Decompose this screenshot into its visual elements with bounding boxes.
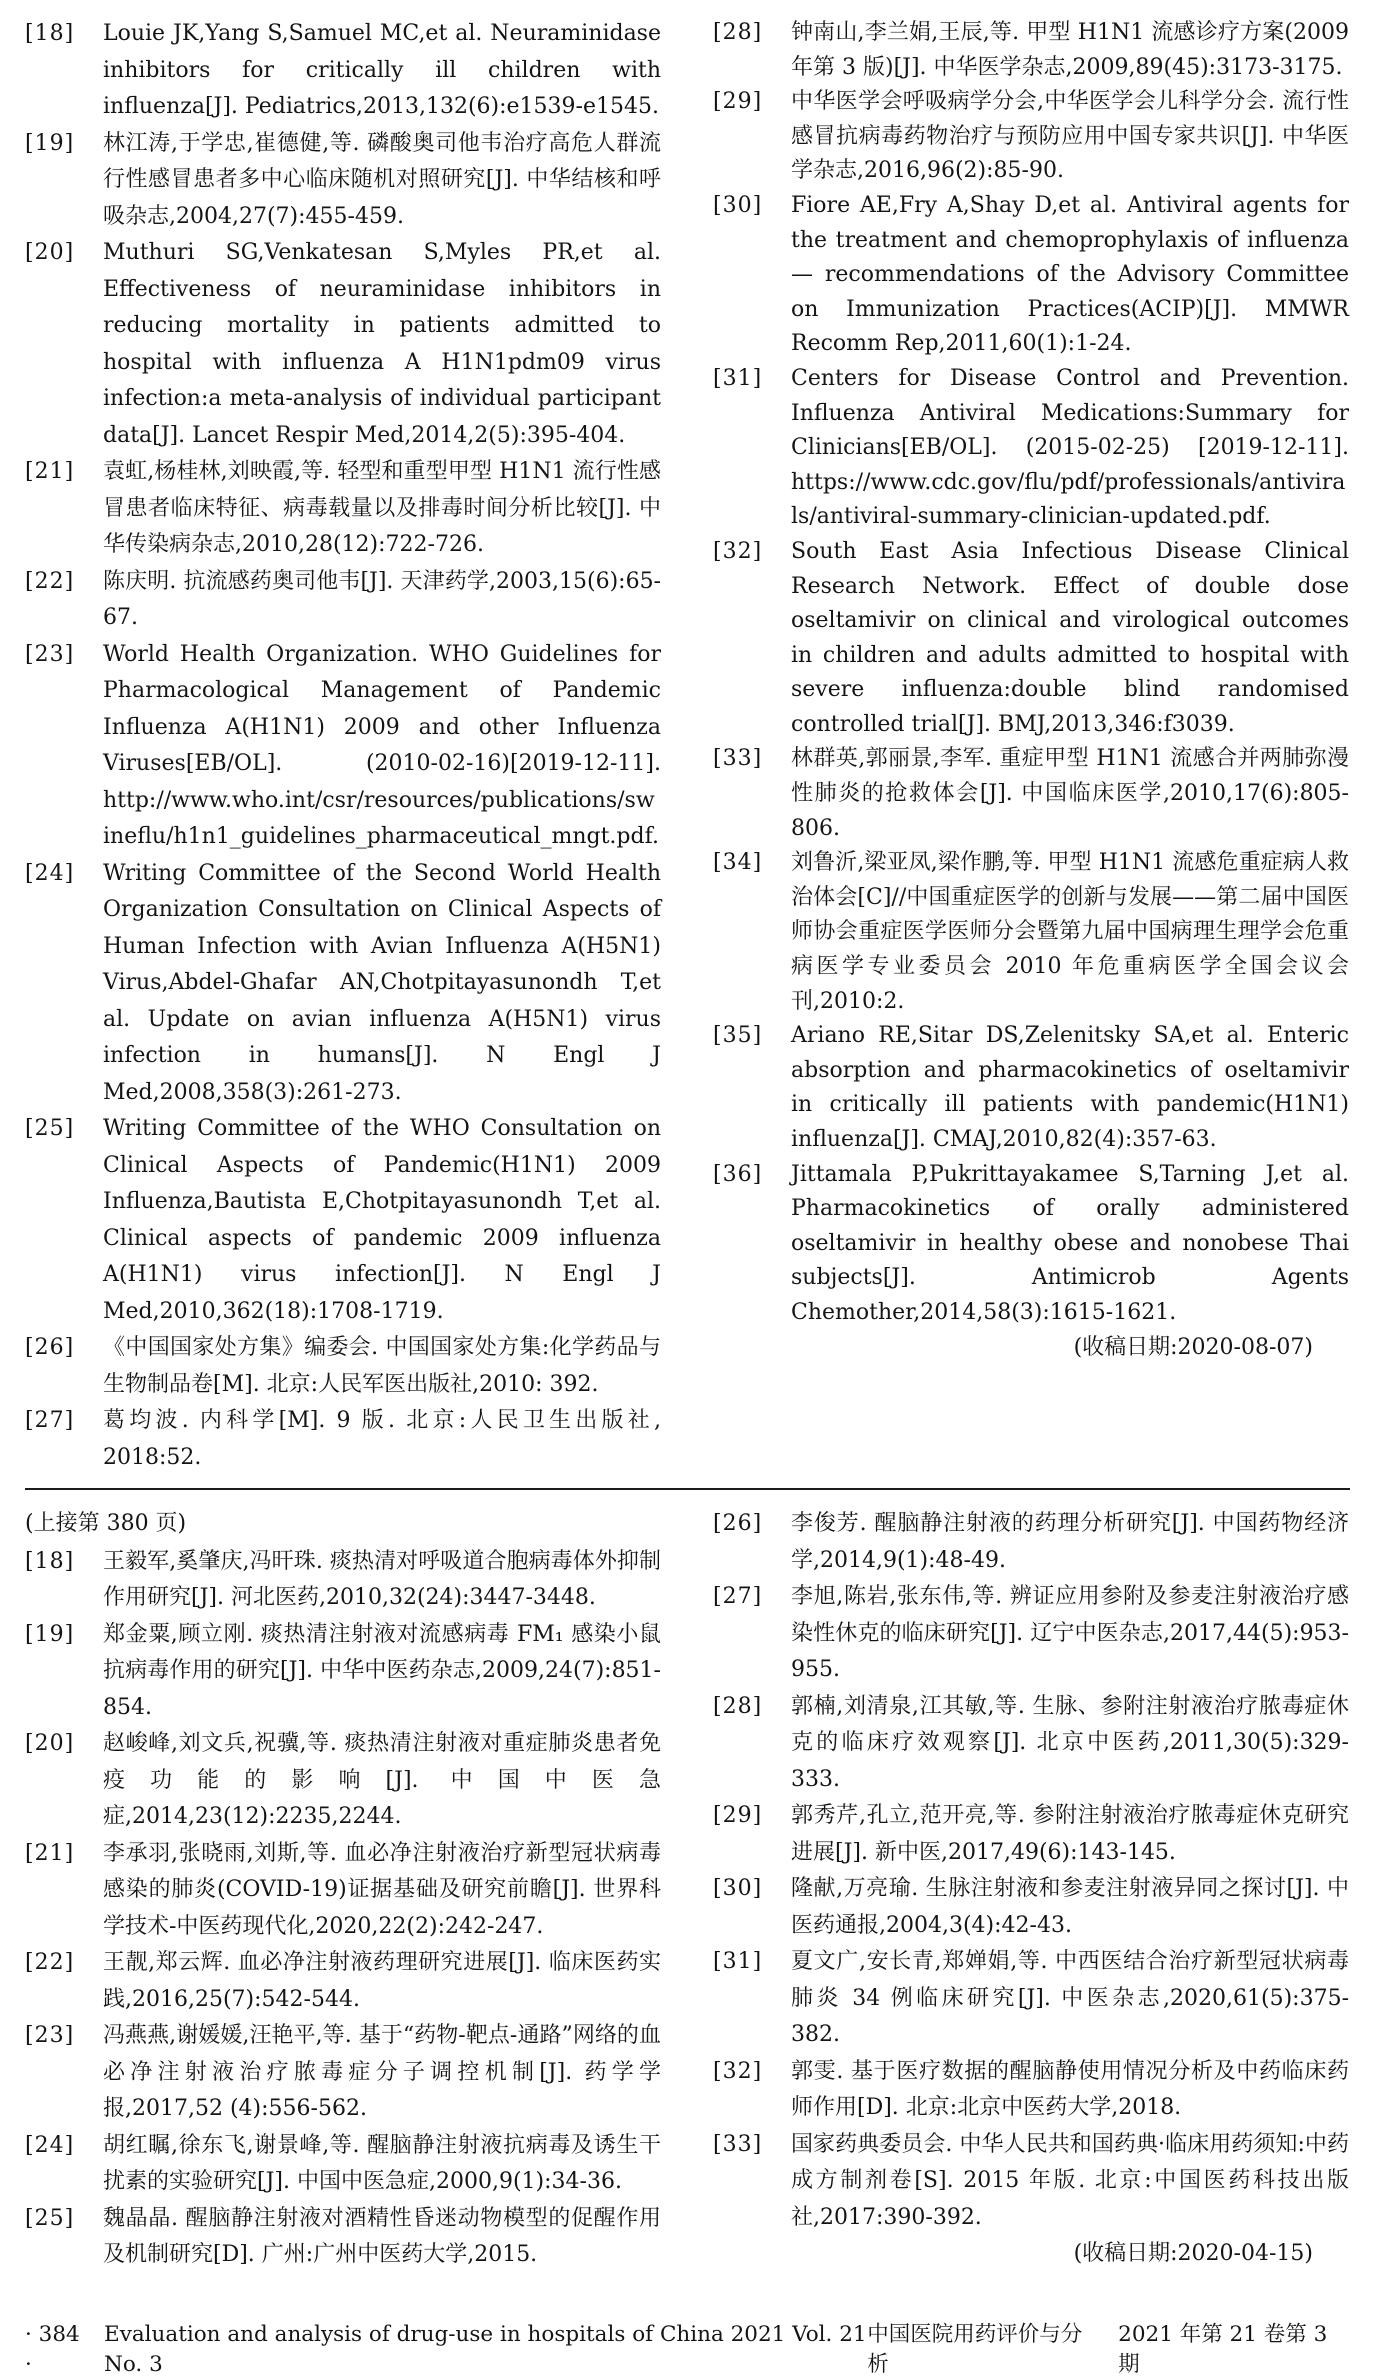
reference-item bbox=[25, 235, 661, 454]
reference-text: Writing Committee of the Second World Health Organization Consultation on Clinical Aspects of Human Infection with Avian Influenza A(H5N1) Virus,Abdel-Ghafar AN,Chotpitayasunondh T,et al. Update on avian influenza A(H5N1) virus infection in humans[J]. N Engl J Med,2008,358(3):261-273. bbox=[103, 860, 661, 1105]
reference-item bbox=[713, 1158, 1349, 1331]
reference-text: 李旭,陈岩,张东伟,等. 辨证应用参附及参麦注射液治疗感染性休克的临床研究[J]. 辽宁中医杂志,2017,44(5):953-955. bbox=[791, 1584, 1349, 1682]
reference-number: [25] bbox=[25, 2205, 75, 2231]
reference-text: World Health Organization. WHO Guidelines for Pharmacological Management of Pandemic Influenza A(H1N1) 2009 and other Influenza Viruses[EB/OL]. (2010-02-16)[2019-12-11]. http://www.who.int/csr/resources/publications/swineflu/h1n1_guidelines_pharmaceutical_mngt.pdf. bbox=[103, 641, 661, 849]
reference-item bbox=[713, 1944, 1349, 2054]
reference-item bbox=[713, 1579, 1349, 1689]
reference-item bbox=[25, 856, 661, 1112]
reference-text: Ariano RE,Sitar DS,Zelenitsky SA,et al. Enteric absorption and pharmacokinetics of oseltamivir in critically ill patients with pandemic(H1N1) influenza[J]. CMAJ,2010,82(4):357-63. bbox=[791, 1023, 1349, 1152]
page-footer bbox=[25, 2320, 1350, 2380]
reference-item bbox=[25, 126, 661, 236]
reference-number: [31] bbox=[713, 1949, 763, 1974]
reference-number: [18] bbox=[25, 1548, 75, 1574]
reference-text: 李承羽,张晓雨,刘斯,等. 血必净注射液治疗新型冠状病毒感染的肺炎(COVID-19)证据基础及研究前瞻[J]. 世界科学技术-中医药现代化,2020,22(2):242-247. bbox=[103, 1840, 661, 1939]
reference-number: [26] bbox=[713, 1511, 763, 1536]
reference-text: Muthuri SG,Venkatesan S,Myles PR,et al. Effectiveness of neuraminidase inhibitors in reducing mortality in patients admitted to hospital with influenza A H1N1pdm09 virus infection:a meta-analysis of individual participant data[J]. Lancet Respir Med,2014,2(5):395-404. bbox=[103, 240, 661, 448]
reference-number: [27] bbox=[25, 1408, 75, 1433]
reference-number: [30] bbox=[713, 1876, 763, 1901]
reference-text: 李俊芳. 醒脑静注射液的药理分析研究[J]. 中国药物经济学,2014,9(1):48-49. bbox=[791, 1511, 1349, 1573]
journal-issue-chinese: 2021 年第 21 卷第 3 期 bbox=[1118, 2321, 1328, 2377]
reference-text: 魏晶晶. 醒脑静注射液对酒精性昏迷动物模型的促醒作用及机制研究[D]. 广州:广州中医药大学,2015. bbox=[103, 2205, 661, 2267]
journal-title-chinese: 中国医院用药评价与分析 bbox=[867, 2321, 1083, 2377]
reference-item bbox=[25, 637, 661, 856]
reference-item bbox=[25, 2018, 661, 2128]
reference-text: 郑金粟,顾立刚. 痰热清注射液对流感病毒 FM₁ 感染小鼠抗病毒作用的研究[J]. 中华中医药杂志,2009,24(7):851-854. bbox=[103, 1621, 661, 1720]
reference-item bbox=[713, 535, 1349, 743]
reference-item bbox=[25, 454, 661, 564]
reference-number: [36] bbox=[713, 1161, 763, 1187]
reference-number: [28] bbox=[713, 20, 763, 45]
reference-item bbox=[713, 1019, 1349, 1157]
reference-number: [30] bbox=[713, 192, 763, 218]
reference-number: [26] bbox=[25, 1335, 75, 1360]
reference-text: Louie JK,Yang S,Samuel MC,et al. Neuraminidase inhibitors for critically ill children with influenza[J]. Pediatrics,2013,132(6):e1539-e1545. bbox=[103, 21, 661, 119]
reference-item bbox=[713, 1798, 1349, 1871]
section2-left-list bbox=[25, 1544, 661, 2274]
reference-number: [23] bbox=[25, 2023, 75, 2048]
reference-item bbox=[713, 16, 1349, 85]
reference-item bbox=[713, 742, 1349, 846]
reference-number: [27] bbox=[713, 1584, 763, 1609]
reference-text: 胡红瞩,徐东飞,谢景峰,等. 醒脑静注射液抗病毒及诱生干扰素的实验研究[J]. 中国中医急症,2000,9(1):34-36. bbox=[103, 2132, 661, 2194]
reference-item bbox=[25, 564, 661, 637]
continuation-note: (上接第 380 页) bbox=[25, 1511, 187, 1536]
footer-left bbox=[25, 2320, 867, 2380]
reference-text: Fiore AE,Fry A,Shay D,et al. Antiviral agents for the treatment and chemoprophylaxis of influenza — recommendations of the Advisory Committee on Immunization Practices(ACIP)[J]. MMWR Recomm Rep,2011,60(1):1-24. bbox=[791, 192, 1349, 357]
section1-left-column bbox=[25, 16, 661, 1476]
reference-item bbox=[713, 189, 1349, 362]
received-date-note-2: (收稿日期:2020-04-15) bbox=[1073, 2241, 1313, 2266]
section1-right-column bbox=[713, 16, 1349, 1476]
reference-text: 林群英,郭丽景,李军. 重症甲型 H1N1 流感合并两肺弥漫性肺炎的抢救体会[J]. 中国临床医学,2010,17(6):805-806. bbox=[791, 746, 1349, 841]
references-section-1 bbox=[25, 16, 1350, 1476]
reference-number: [35] bbox=[713, 1023, 763, 1049]
reference-number: [23] bbox=[25, 641, 75, 667]
reference-item bbox=[713, 2054, 1349, 2127]
reference-item bbox=[25, 2201, 661, 2274]
reference-item bbox=[25, 1330, 661, 1403]
reference-item bbox=[713, 2127, 1349, 2237]
reference-text: 中华医学会呼吸病学分会,中华医学会儿科学分会. 流行性感冒抗病毒药物治疗与预防应用中国专家共识[J]. 中华医学杂志,2016,96(2):85-90. bbox=[791, 89, 1349, 184]
reference-text: 王靓,郑云辉. 血必净注射液药理研究进展[J]. 临床医药实践,2016,25(7):542-544. bbox=[103, 1950, 661, 2012]
reference-item bbox=[25, 1945, 661, 2018]
reference-text: 陈庆明. 抗流感药奥司他韦[J]. 天津药学,2003,15(6):65-67. bbox=[103, 568, 661, 630]
reference-item bbox=[25, 1403, 661, 1476]
reference-number: [22] bbox=[25, 1950, 75, 1975]
section1-right-list bbox=[713, 16, 1349, 1331]
reference-text: 隆献,万亮瑜. 生脉注射液和参麦注射液异同之探讨[J]. 中医药通报,2004,3(4):42-43. bbox=[791, 1876, 1349, 1938]
reference-text: Centers for Disease Control and Prevention. Influenza Antiviral Medications:Summary for Clinicians[EB/OL]. (2015-02-25) [2019-12-11]. https://www.cdc.gov/flu/pdf/professionals/antivirals/antiviral-summary-clinician-updated.pdf. bbox=[791, 365, 1349, 530]
reference-item bbox=[25, 1617, 661, 1727]
reference-number: [29] bbox=[713, 1803, 763, 1828]
reference-number: [19] bbox=[25, 1621, 75, 1647]
reference-number: [24] bbox=[25, 860, 75, 886]
received-date-note-1: (收稿日期:2020-08-07) bbox=[1073, 1334, 1313, 1360]
reference-text: 刘鲁沂,梁亚凤,梁作鹏,等. 甲型 H1N1 流感危重症病人救治体会[C]//中国重症医学的创新与发展——第二届中国医师协会重症医学医师分会暨第九届中国病理生理学会危重病医学专业委员会 2010 年危重病医学全国会议会刊,2010:2. bbox=[791, 850, 1349, 1014]
reference-item bbox=[25, 2128, 661, 2201]
reference-number: [32] bbox=[713, 538, 763, 564]
reference-number: [20] bbox=[25, 1731, 75, 1756]
page-number: · 384 · bbox=[25, 2321, 80, 2377]
reference-number: [31] bbox=[713, 365, 763, 391]
reference-text: 冯燕燕,谢媛媛,汪艳平,等. 基于“药物-靶点-通路”网络的血必净注射液治疗脓毒症分子调控机制[J]. 药学学报,2017,52 (4):556-562. bbox=[103, 2023, 661, 2121]
reference-text: 赵峻峰,刘文兵,祝骥,等. 痰热清注射液对重症肺炎患者免疫功能的影响[J]. 中国中医急症,2014,23(12):2235,2244. bbox=[103, 1731, 661, 1829]
journal-title-english: Evaluation and analysis of drug-use in hospitals of China 2021 Vol. 21 No. 3 bbox=[104, 2321, 867, 2377]
reference-text: South East Asia Infectious Disease Clinical Research Network. Effect of double dose oseltamivir on clinical and virological outcomes in children and adults admitted to hospital with severe influenza:double blind randomised controlled trial[J]. BMJ,2013,346:f3039. bbox=[791, 538, 1349, 737]
reference-number: [33] bbox=[713, 2131, 763, 2157]
reference-item bbox=[713, 85, 1349, 189]
reference-number: [20] bbox=[25, 240, 75, 265]
reference-number: [33] bbox=[713, 746, 763, 772]
references-section-2 bbox=[25, 1506, 1350, 2274]
reference-number: [24] bbox=[25, 2132, 75, 2158]
reference-number: [32] bbox=[713, 2058, 763, 2084]
reference-number: [22] bbox=[25, 568, 75, 594]
reference-text: Jittamala P,Pukrittayakamee S,Tarning J,et al. Pharmacokinetics of orally administered oseltamivir in healthy obese and nonobese Thai subjects[J]. Antimicrob Agents Chemother,2014,58(3):1615-1621. bbox=[791, 1161, 1349, 1325]
reference-item bbox=[713, 846, 1349, 1019]
reference-number: [34] bbox=[713, 850, 763, 876]
reference-item bbox=[713, 1871, 1349, 1944]
reference-text: 《中国国家处方集》编委会. 中国国家处方集:化学药品与生物制品卷[M]. 北京:人民军医出版社,2010: 392. bbox=[103, 1335, 661, 1397]
reference-text: 郭雯. 基于医疗数据的醒脑静使用情况分析及中药临床药师作用[D]. 北京:北京中医药大学,2018. bbox=[791, 2058, 1349, 2120]
footer-right bbox=[867, 2320, 1350, 2380]
reference-text: Writing Committee of the WHO Consultation on Clinical Aspects of Pandemic(H1N1) 2009 Influenza,Bautista E,Chotpitayasunondh T,et al. Clinical aspects of pandemic 2009 influenza A(H1N1) virus infection[J]. N Engl J Med,2010,362(18):1708-1719. bbox=[103, 1116, 661, 1324]
reference-text: 王毅军,奚肇庆,冯旰珠. 痰热清对呼吸道合胞病毒体外抑制作用研究[J]. 河北医药,2010,32(24):3447-3448. bbox=[103, 1548, 661, 1610]
reference-item bbox=[25, 16, 661, 126]
reference-item bbox=[25, 1111, 661, 1330]
reference-number: [29] bbox=[713, 89, 763, 115]
reference-text: 郭秀芹,孔立,范开亮,等. 参附注射液治疗脓毒症休克研究进展[J]. 新中医,2017,49(6):143-145. bbox=[791, 1803, 1349, 1865]
reference-item bbox=[25, 1836, 661, 1946]
reference-text: 袁虹,杨桂林,刘映霞,等. 轻型和重型甲型 H1N1 流行性感冒患者临床特征、病毒载量以及排毒时间分析比较[J]. 中华传染病杂志,2010,28(12):722-726. bbox=[103, 459, 661, 557]
reference-number: [19] bbox=[25, 130, 75, 156]
reference-text: 葛均波. 内科学[M]. 9 版. 北京:人民卫生出版社, 2018:52. bbox=[103, 1408, 661, 1470]
reference-item bbox=[713, 1689, 1349, 1799]
reference-item bbox=[25, 1544, 661, 1617]
reference-number: [21] bbox=[25, 1840, 75, 1866]
reference-number: [28] bbox=[713, 1693, 763, 1719]
section2-left-column bbox=[25, 1506, 661, 2274]
reference-number: [21] bbox=[25, 459, 75, 484]
reference-text: 夏文广,安长青,郑婵娟,等. 中西医结合治疗新型冠状病毒肺炎 34 例临床研究[J]. 中医杂志,2020,61(5):375-382. bbox=[791, 1949, 1349, 2047]
reference-number: [25] bbox=[25, 1116, 75, 1141]
reference-number: [18] bbox=[25, 21, 75, 46]
reference-text: 国家药典委员会. 中华人民共和国药典·临床用药须知:中药成方制剂卷[S]. 2015 年版. 北京:中国医药科技出版社,2017:390-392. bbox=[791, 2131, 1349, 2230]
reference-item bbox=[25, 1726, 661, 1836]
reference-text: 钟南山,李兰娟,王辰,等. 甲型 H1N1 流感诊疗方案(2009 年第 3 版)[J]. 中华医学杂志,2009,89(45):3173-3175. bbox=[791, 20, 1349, 80]
reference-text: 林江涛,于学忠,崔德健,等. 磷酸奥司他韦治疗高危人群流行性感冒患者多中心临床随机对照研究[J]. 中华结核和呼吸杂志,2004,27(7):455-459. bbox=[103, 130, 661, 229]
reference-item bbox=[713, 1506, 1349, 1579]
section-divider-line bbox=[25, 1488, 1350, 1490]
section2-right-list bbox=[713, 1506, 1349, 2236]
reference-text: 郭楠,刘清泉,江其敏,等. 生脉、参附注射液治疗脓毒症休克的临床疗效观察[J]. 北京中医药,2011,30(5):329-333. bbox=[791, 1693, 1349, 1792]
section2-right-column bbox=[713, 1506, 1349, 2274]
reference-item bbox=[713, 362, 1349, 535]
